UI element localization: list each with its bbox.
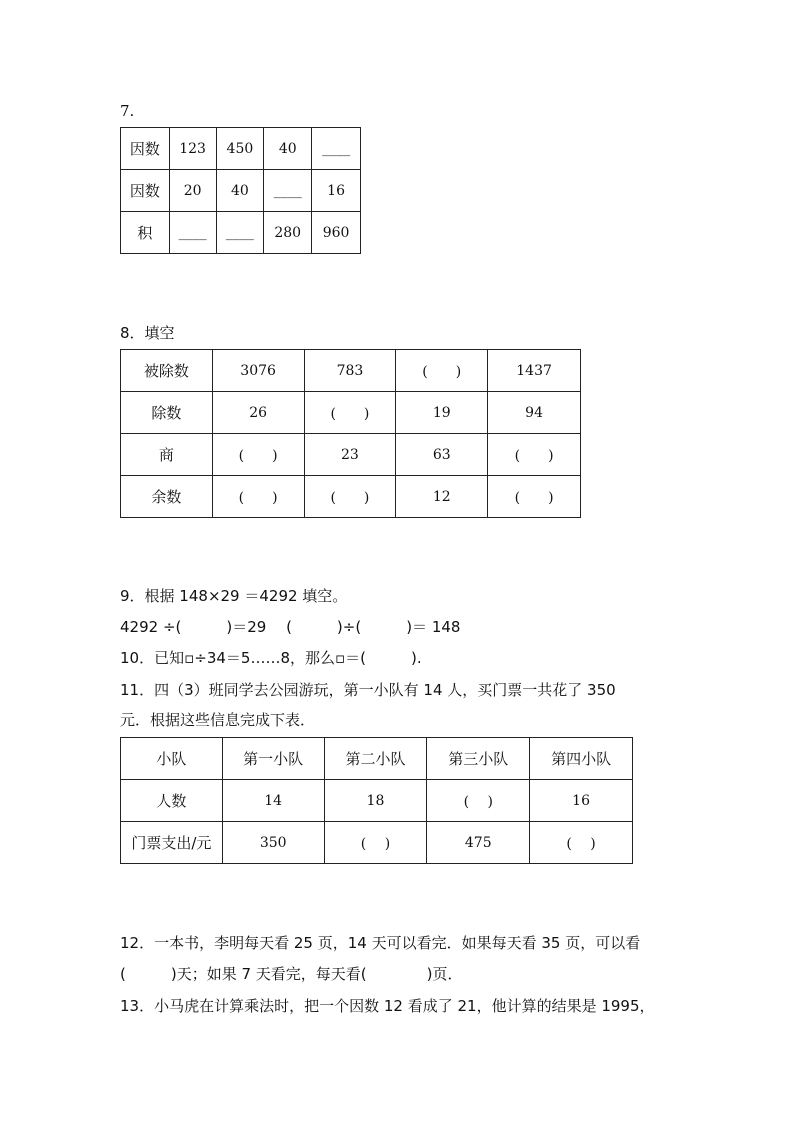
answer-blank[interactable]: ____ xyxy=(264,170,312,212)
table-cell: 除数 xyxy=(121,392,213,434)
table-header-cell: 第二小队 xyxy=(324,738,427,780)
question-7-label: 7. xyxy=(120,102,135,120)
table-cell: 19 xyxy=(396,392,488,434)
table-header-cell: 小队 xyxy=(121,738,223,780)
table-cell: 3076 xyxy=(212,350,304,392)
table-row xyxy=(121,212,361,254)
table-cell: 23 xyxy=(304,434,396,476)
division-table xyxy=(120,349,581,518)
question-12-blanks[interactable]: ( )天；如果 7 天看完，每天看( )页． xyxy=(120,965,463,983)
table-cell: 16 xyxy=(530,780,633,822)
question-13-text: 13．小马虎在计算乘法时，把一个因数 12 看成了 21，他计算的结果是 1995， xyxy=(120,997,655,1015)
table-cell: 123 xyxy=(169,128,216,170)
table-cell: 16 xyxy=(312,170,361,212)
table-cell: 350 xyxy=(222,822,324,864)
table-cell: 因数 xyxy=(121,170,170,212)
table-cell: 960 xyxy=(312,212,361,254)
table-cell: 94 xyxy=(488,392,581,434)
table-cell: 26 xyxy=(212,392,304,434)
answer-blank[interactable]: ( ) xyxy=(304,392,396,434)
table-header-cell: 第一小队 xyxy=(222,738,324,780)
answer-blank[interactable]: ( ) xyxy=(488,476,581,518)
table-row xyxy=(121,822,633,864)
table-cell: 40 xyxy=(264,128,312,170)
factor-table xyxy=(120,127,361,254)
table-cell: 280 xyxy=(264,212,312,254)
answer-blank[interactable]: ____ xyxy=(216,212,264,254)
answer-blank[interactable]: ____ xyxy=(312,128,361,170)
table-cell: 783 xyxy=(304,350,396,392)
table-cell: 450 xyxy=(216,128,264,170)
table-row xyxy=(121,780,633,822)
table-cell: 63 xyxy=(396,434,488,476)
ticket-table xyxy=(120,737,633,864)
table-row xyxy=(121,476,581,518)
table-row xyxy=(121,392,581,434)
answer-blank[interactable]: ( ) xyxy=(427,780,530,822)
question-11-text-cont: 元．根据这些信息完成下表． xyxy=(120,711,316,729)
table-header-cell: 第三小队 xyxy=(427,738,530,780)
table-cell: 商 xyxy=(121,434,213,476)
table-row xyxy=(121,170,361,212)
table-cell: 40 xyxy=(216,170,264,212)
table-row xyxy=(121,738,633,780)
answer-blank[interactable]: ( ) xyxy=(530,822,633,864)
table-cell: 被除数 xyxy=(121,350,213,392)
table-cell: 人数 xyxy=(121,780,223,822)
question-11-text: 11．四（3）班同学去公园游玩，第一小队有 14 人，买门票一共花了 350 xyxy=(120,681,616,699)
table-cell: 475 xyxy=(427,822,530,864)
table-cell: 积 xyxy=(121,212,170,254)
question-10-text[interactable]: 10．已知▫÷34＝5……8，那么▫＝( ). xyxy=(120,649,422,667)
question-8-label: 8．填空 xyxy=(120,324,175,342)
table-cell: 因数 xyxy=(121,128,170,170)
table-row xyxy=(121,350,581,392)
table-cell: 1437 xyxy=(488,350,581,392)
question-9-blanks[interactable]: 4292 ÷( )＝29 ( )÷( )＝ 148 xyxy=(120,618,461,636)
table-cell: 门票支出/元 xyxy=(121,822,223,864)
answer-blank[interactable]: ( ) xyxy=(212,476,304,518)
question-9-text: 9．根据 148×29 ＝4292 填空。 xyxy=(120,587,348,605)
table-cell: 18 xyxy=(324,780,427,822)
answer-blank[interactable]: ( ) xyxy=(396,350,488,392)
answer-blank[interactable]: ( ) xyxy=(304,476,396,518)
answer-blank[interactable]: ____ xyxy=(169,212,216,254)
table-row xyxy=(121,434,581,476)
answer-blank[interactable]: ( ) xyxy=(212,434,304,476)
question-12-text: 12．一本书，李明每天看 25 页，14 天可以看完．如果每天看 35 页，可以看 xyxy=(120,934,641,952)
table-cell: 余数 xyxy=(121,476,213,518)
table-row xyxy=(121,128,361,170)
table-cell: 14 xyxy=(222,780,324,822)
table-cell: 12 xyxy=(396,476,488,518)
answer-blank[interactable]: ( ) xyxy=(488,434,581,476)
answer-blank[interactable]: ( ) xyxy=(324,822,427,864)
table-cell: 20 xyxy=(169,170,216,212)
table-header-cell: 第四小队 xyxy=(530,738,633,780)
